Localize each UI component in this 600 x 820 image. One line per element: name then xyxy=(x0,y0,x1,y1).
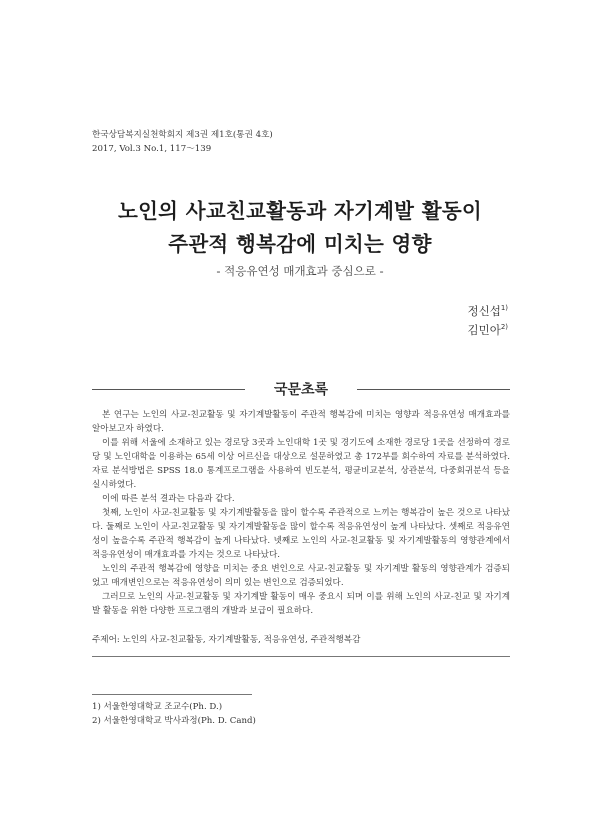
paper-subtitle: - 적응유연성 매개효과 중심으로 - xyxy=(216,264,384,278)
journal-name: 한국상담복지실천학회지 제3권 제1호(통권 4호) xyxy=(92,130,273,140)
divider xyxy=(357,389,510,390)
footnote-mark[interactable]: 2) xyxy=(500,323,508,332)
paper-title-line2: 주관적 행복감에 미치는 영향 xyxy=(168,232,432,256)
author-2 xyxy=(467,321,508,340)
footnote-2: 2) 서울한영대학교 박사과정(Ph. D. Cand) xyxy=(92,716,256,726)
journal-issue: 2017, Vol.3 No.1, 117～139 xyxy=(92,144,212,154)
journal-info xyxy=(92,128,273,156)
abstract-paragraph: 노인의 주관적 행복감에 영향을 미치는 중요 변인으로 사교-친교활동 및 자기계발 활동의 영향관계가 검증되었고 매개변인으로는 적응유연성이 의미 있는 변인으로 검증되었다. xyxy=(92,564,510,588)
abstract-paragraph: 이에 따른 분석 결과는 다음과 같다. xyxy=(102,494,235,504)
footnotes xyxy=(92,700,256,728)
divider xyxy=(92,656,510,657)
abstract-body xyxy=(92,408,510,618)
author-list xyxy=(467,302,508,340)
paper-title-line1: 노인의 사교친교활동과 자기계발 활동이 xyxy=(117,199,483,223)
abstract-heading-label: 국문초록 xyxy=(273,382,329,398)
abstract-paragraph: 본 연구는 노인의 사교-친교활동 및 자기계발활동이 주관적 행복감에 미치는 영향과 적응유연성 매개효과를 알아보고자 하였다. xyxy=(92,410,510,434)
footnote-mark[interactable]: 1) xyxy=(500,304,508,313)
footnote-divider xyxy=(92,694,252,695)
author-1 xyxy=(467,302,508,321)
abstract-paragraph: 첫째, 노인이 사교-친교활동 및 자기계발활동을 많이 할수록 주관적으로 느끼는 행복감이 높은 것으로 나타났다. 둘째로 노인이 사교-친교활동 및 자기계발활동을 많이 할수록 적응유연성이 높게 나타났다. 셋째로 적응유연성이 높을수록 주관적 행복감이 높게 나타났다. 넷째로 노인의 사교-친교활동 및 자기계발활동의 영향관계에서 적응유연성이 매개효과를 가지는 것으로 나타났다. xyxy=(92,508,510,560)
author-name: 정신섭 xyxy=(467,304,501,318)
abstract-paragraph: 그러므로 노인의 사교-친교활동 및 자기계발 활동이 매우 중요시 되며 이를 위해 노인의 사교-친교 및 자기계발 활동을 위한 다양한 프로그램의 개발과 보급이 필요하다. xyxy=(92,592,510,616)
abstract-heading xyxy=(92,379,510,399)
footnote-1: 1) 서울한영대학교 조교수(Ph. D.) xyxy=(92,702,223,712)
author-name: 김민아 xyxy=(467,323,501,337)
abstract-paragraph: 이를 위해 서울에 소재하고 있는 경로당 3곳과 노인대학 1곳 및 경기도에 소재한 경로당 1곳을 선정하여 경로당 및 노인대학을 이용하는 65세 이상 어르신을 대상으로 설문하였고 총 172부를 회수하여 자료를 분석하였다. 자료 분석방법은 SPSS 18.0 통계프로그램을 사용하여 빈도분석, 평균비교분석, 상관분석, 다중회귀분석 등을 실시하였다. xyxy=(92,438,510,490)
keywords: 주제어: 노인의 사교-친교활동, 자기계발활동, 적응유연성, 주관적행복감 xyxy=(92,635,361,645)
